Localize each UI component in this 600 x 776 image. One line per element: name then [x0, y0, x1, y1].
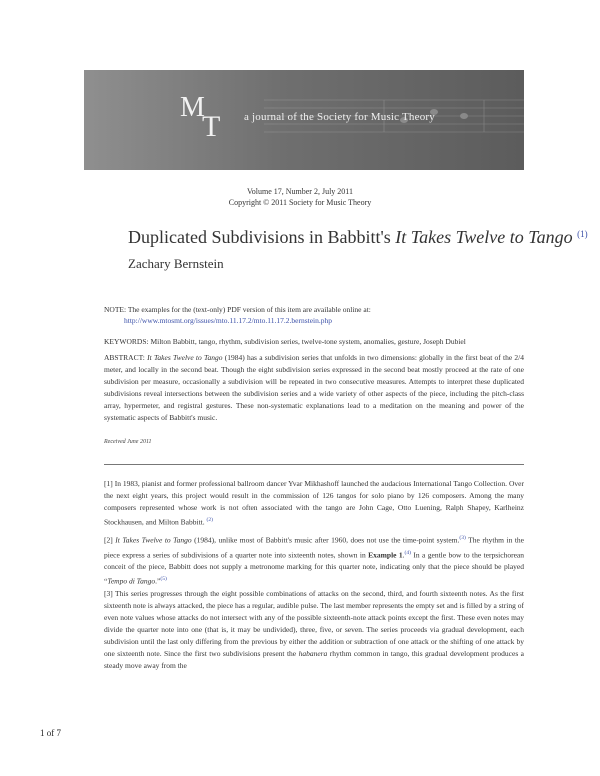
journal-banner — [84, 70, 524, 170]
paragraph-3 — [104, 588, 524, 672]
abstract-work: It Takes Twelve to Tango — [147, 353, 223, 362]
issue-info — [0, 186, 600, 208]
paragraph-1 — [104, 478, 524, 529]
mto-logo — [180, 92, 240, 152]
paragraph-2-text-e: .” — [155, 576, 161, 586]
example-1-link[interactable]: Example 1 — [368, 550, 403, 559]
footnote-link-2[interactable]: (2) — [206, 517, 213, 523]
paragraph-2-text-b: The rhythm in the piece express a series of subdivisions of a quarter note into sixteenth notes, shown in — [104, 535, 524, 559]
abstract-text: (1984) has a subdivision series that unfolds in two dimensions: globally in the first beat of the 2/4 meter, and locally in the second beat. Though the eight subdivision series expressed in the second beat mostly proceed at the rate of one subdivision per measure, occasionally a subdivision will be repeated in two consecutive measures. Attempts to interpret these duplicated subdivisions reveal intersections between the subdivision series and a wide variety of other aspects of the piece, including the pitch-class array, hypermeter, and registral gestures. These non-systematic explanations lead to a meditation on the meaning and power of the systematic aspects of Babbitt's music. — [104, 353, 524, 422]
keywords: KEYWORDS: Milton Babbitt, tango, rhythm, subdivision series, twelve-tone system, anomalies, gesture, Joseph Dubiel — [104, 337, 466, 346]
volume-line: Volume 17, Number 2, July 2011 — [247, 187, 353, 196]
examples-link[interactable]: http://www.mtosmt.org/issues/mto.11.17.2/mto.11.17.2.bernstein.php — [124, 316, 332, 325]
paragraph-2-text-a: (1984), unlike most of Babbitt's music after 1960, does not use the time-point system. — [191, 535, 460, 545]
habanera-term: habanera — [298, 649, 328, 658]
logo-letter-t: T — [202, 110, 221, 143]
page-number: 1 of 7 — [40, 728, 61, 738]
copyright-line: Copyright © 2011 Society for Music Theory — [228, 198, 372, 207]
section-divider — [104, 464, 524, 465]
paragraph-3-text-b: rhythm common in tango, this gradual development produces a steady move away from the — [104, 649, 524, 670]
logo-letter-m: M — [180, 92, 205, 123]
journal-tagline: a journal of the Society for Music Theory — [244, 111, 435, 123]
paragraph-2-number: [2] — [104, 535, 116, 545]
pdf-note-text: NOTE: The examples for the (text-only) PDF version of this item are available online at: — [104, 305, 371, 314]
pdf-note — [104, 304, 524, 326]
paragraph-2 — [104, 532, 524, 588]
article-author: Zachary Bernstein — [128, 256, 224, 271]
tempo-marking: Tempo di Tango — [107, 576, 156, 586]
title-work: It Takes Twelve to Tango — [395, 227, 573, 247]
footnote-link-5[interactable]: (5) — [160, 576, 167, 582]
abstract — [104, 352, 524, 424]
abstract-label: ABSTRACT: — [104, 353, 148, 362]
footnote-link-4[interactable]: (4) — [404, 549, 411, 556]
paragraph-2-text-d: In a gentle bow to the terpsichorean conceit of the piece, Babbitt does not supply a metronome marking for this quarter note, indicating only that the piece should be played “ — [104, 550, 524, 586]
title-text: Duplicated Subdivisions in Babbitt's — [128, 227, 396, 247]
paragraph-1-text: [1] In 1983, pianist and former professional ballroom dancer Yvar Mikhashoff launched the audacious International Tango Collection. Over the next eight years, this project would result in the commission of 126 tangos for solo piano by 126 composers. Among the many composers represented whose work is not often associated with the tango are John Cage, Otto Luening, Ralph Shapey, Karlheinz Stockhausen, and Milton Babbitt. — [104, 479, 524, 527]
title-footnote-link[interactable]: (1) — [577, 229, 588, 239]
received-date: Received June 2011 — [104, 439, 152, 445]
paragraph-2-text-c: . — [402, 550, 405, 559]
footnote-link-3[interactable]: (3) — [459, 535, 466, 541]
paragraph-2-work: It Takes Twelve to Tango — [115, 535, 192, 545]
paragraph-3-text-a: [3] This series progresses through the eight possible combinations of attacks on the second, third, and fourth sixteenth notes. As the first sixteenth note is always attacked, the piece has a regular, audible pulse. The last member represents the empty set and is filled by a string of even note values whose attacks do not intersect with any of the possible sixteenth-note attack points except the first. These even notes may divide the quarter note into one (that is, it may be undivided), three, five, or seven. The series proceeds via gradual development, each subdivision until the last only differing from the previous by either the addition or subtraction of one attack or the shifting of one attack by one sixteenth note. Since the first two subdivisions present the — [104, 589, 524, 658]
article-title — [128, 227, 588, 248]
